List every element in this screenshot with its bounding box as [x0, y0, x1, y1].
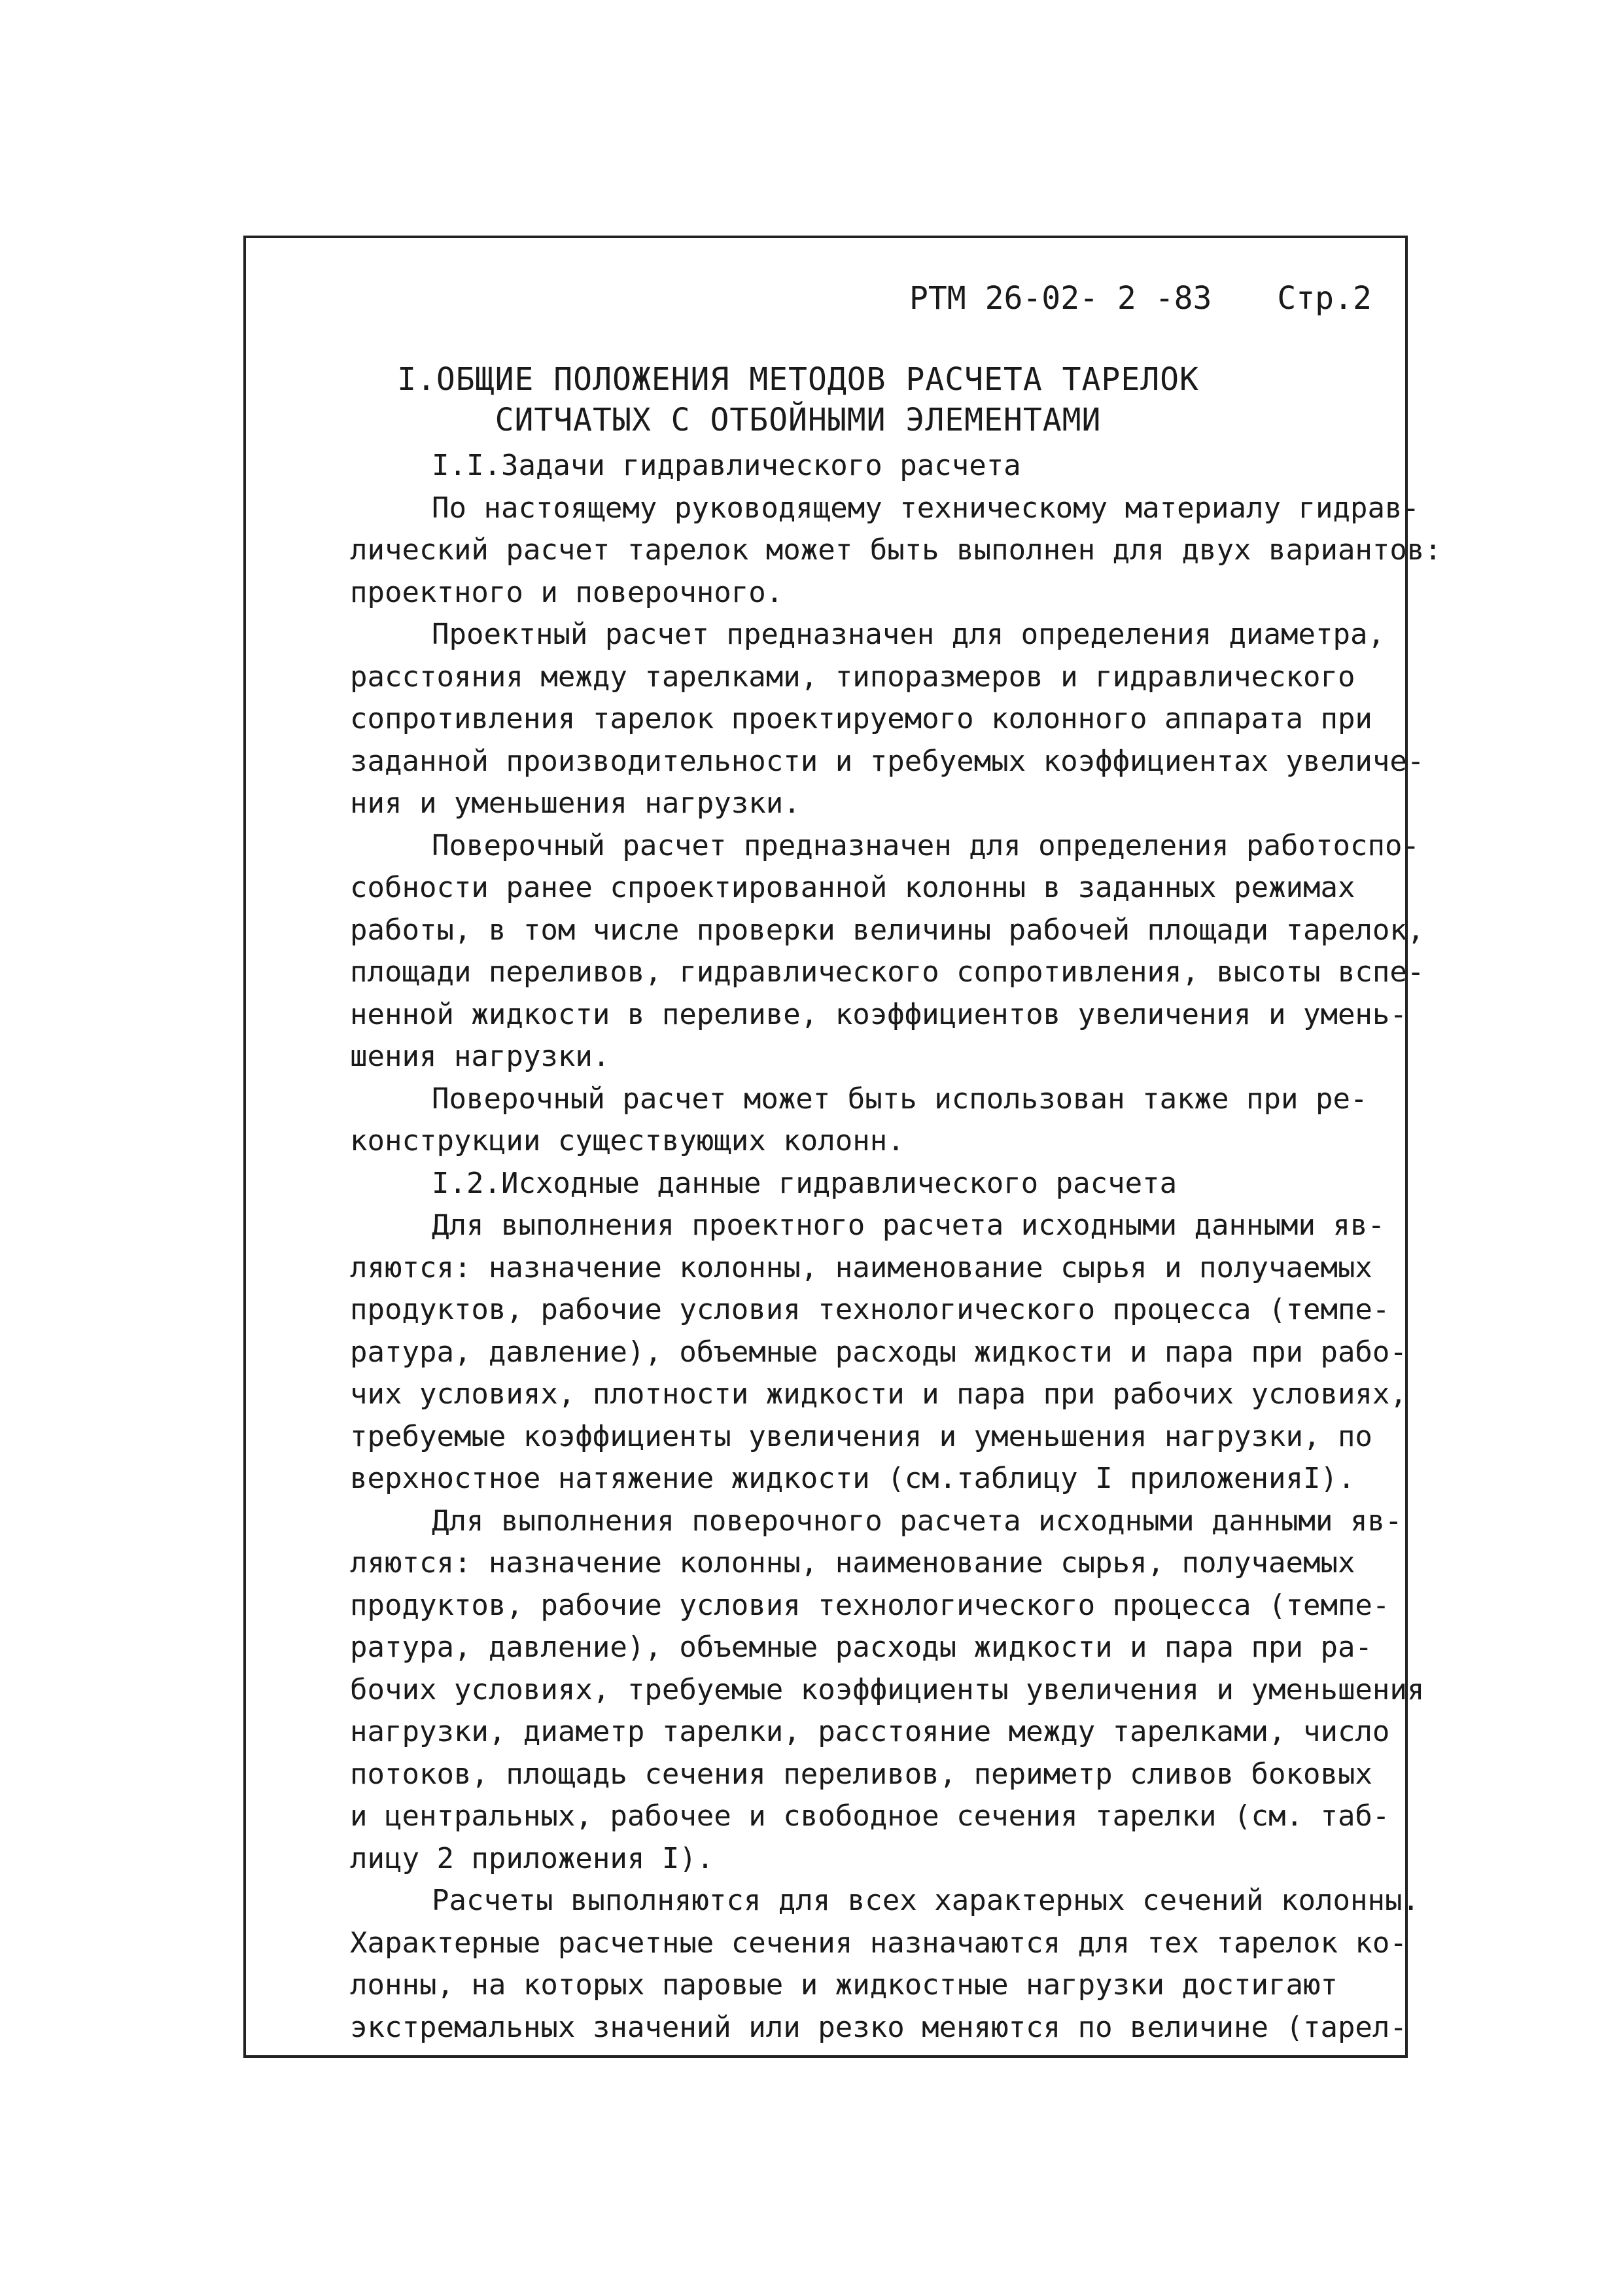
text-line: ния и уменьшения нагрузки.	[350, 786, 801, 820]
text-line: Поверочный расчет может быть использован также при ре-	[432, 1082, 1368, 1116]
text-line: бочих условиях, требуемые коэффициенты увеличения и уменьшения	[350, 1672, 1425, 1706]
text-line: чих условиях, плотности жидкости и пара при рабочих условиях,	[350, 1377, 1407, 1411]
text-line: и центральных, рабочее и свободное сечения тарелки (см. таб-	[350, 1799, 1390, 1833]
page-number: Стр.2	[1277, 280, 1372, 317]
text-line: потоков, площадь сечения переливов, периметр сливов боковых	[350, 1757, 1372, 1791]
text-line: Проектный расчет предназначен для определения диаметра,	[432, 618, 1385, 651]
document-code: РТМ 26-02- 2 -83	[909, 280, 1212, 317]
text-line: ненной жидкости в переливе, коэффициентов увеличения и умень-	[350, 997, 1407, 1031]
text-line: I.I.Задачи гидравлического расчета	[432, 449, 1021, 482]
text-line: Для выполнения поверочного расчета исходными данными яв-	[432, 1504, 1403, 1538]
text-line: лический расчет тарелок может быть выполнен для двух вариантов:	[350, 533, 1442, 567]
text-line: лицу 2 приложения I).	[350, 1841, 714, 1875]
text-line: верхностное натяжение жидкости (см.таблицу I приложенияI).	[350, 1462, 1355, 1495]
text-line: заданной производительности и требуемых коэффициентах увеличе-	[350, 744, 1425, 778]
section-title-line-2: СИТЧАТЫХ С ОТБОЙНЫМИ ЭЛЕМЕНТАМИ	[495, 402, 1102, 438]
text-line: расстояния между тарелками, типоразмеров и гидравлического	[350, 660, 1355, 694]
text-line: проектного и поверочного.	[350, 575, 784, 609]
body-text	[350, 445, 1442, 2049]
text-line: продуктов, рабочие условия технологического процесса (темпе-	[350, 1293, 1390, 1326]
text-line: Поверочный расчет предназначен для определения работоспо-	[432, 828, 1420, 862]
text-line: ляются: назначение колонны, наименование сырья и получаемых	[350, 1250, 1372, 1284]
text-line: продуктов, рабочие условия технологического процесса (темпе-	[350, 1588, 1390, 1622]
text-line: шения нагрузки.	[350, 1040, 610, 1073]
text-line: площади переливов, гидравлического сопротивления, высоты вспе-	[350, 955, 1425, 989]
text-line: экстремальных значений или резко меняются по величине (тарел-	[350, 2010, 1407, 2044]
page-header	[909, 280, 1372, 317]
section-title-line-1: I.ОБЩИЕ ПОЛОЖЕНИЯ МЕТОДОВ РАСЧЕТА ТАРЕЛОК	[397, 361, 1199, 398]
text-line: требуемые коэффициенты увеличения и уменьшения нагрузки, по	[350, 1419, 1372, 1453]
text-line: сопротивления тарелок проектируемого колонного аппарата при	[350, 702, 1372, 735]
text-line: Для выполнения проектного расчета исходными данными яв-	[432, 1209, 1385, 1242]
text-line: I.2.Исходные данные гидравлического расчета	[432, 1166, 1178, 1200]
text-line: собности ранее спроектированной колонны в заданных режимах	[350, 871, 1355, 904]
text-line: конструкции существующих колонн.	[350, 1124, 905, 1157]
text-line: Характерные расчетные сечения назначаются для тех тарелок ко-	[350, 1926, 1407, 1960]
text-line: лонны, на которых паровые и жидкостные нагрузки достигают	[350, 1968, 1338, 2002]
text-line: ляются: назначение колонны, наименование сырья, получаемых	[350, 1546, 1355, 1580]
text-line: Расчеты выполняются для всех характерных сечений колонны.	[432, 1884, 1420, 1917]
text-line: ратура, давление), объемные расходы жидкости и пара при рабо-	[350, 1335, 1407, 1369]
text-line: По настоящему руководящему техническому материалу гидрав-	[432, 491, 1420, 525]
text-line: нагрузки, диаметр тарелки, расстояние между тарелками, число	[350, 1715, 1390, 1748]
text-line: ратура, давление), объемные расходы жидкости и пара при ра-	[350, 1631, 1372, 1664]
text-line: работы, в том числе проверки величины рабочей площади тарелок,	[350, 913, 1425, 947]
